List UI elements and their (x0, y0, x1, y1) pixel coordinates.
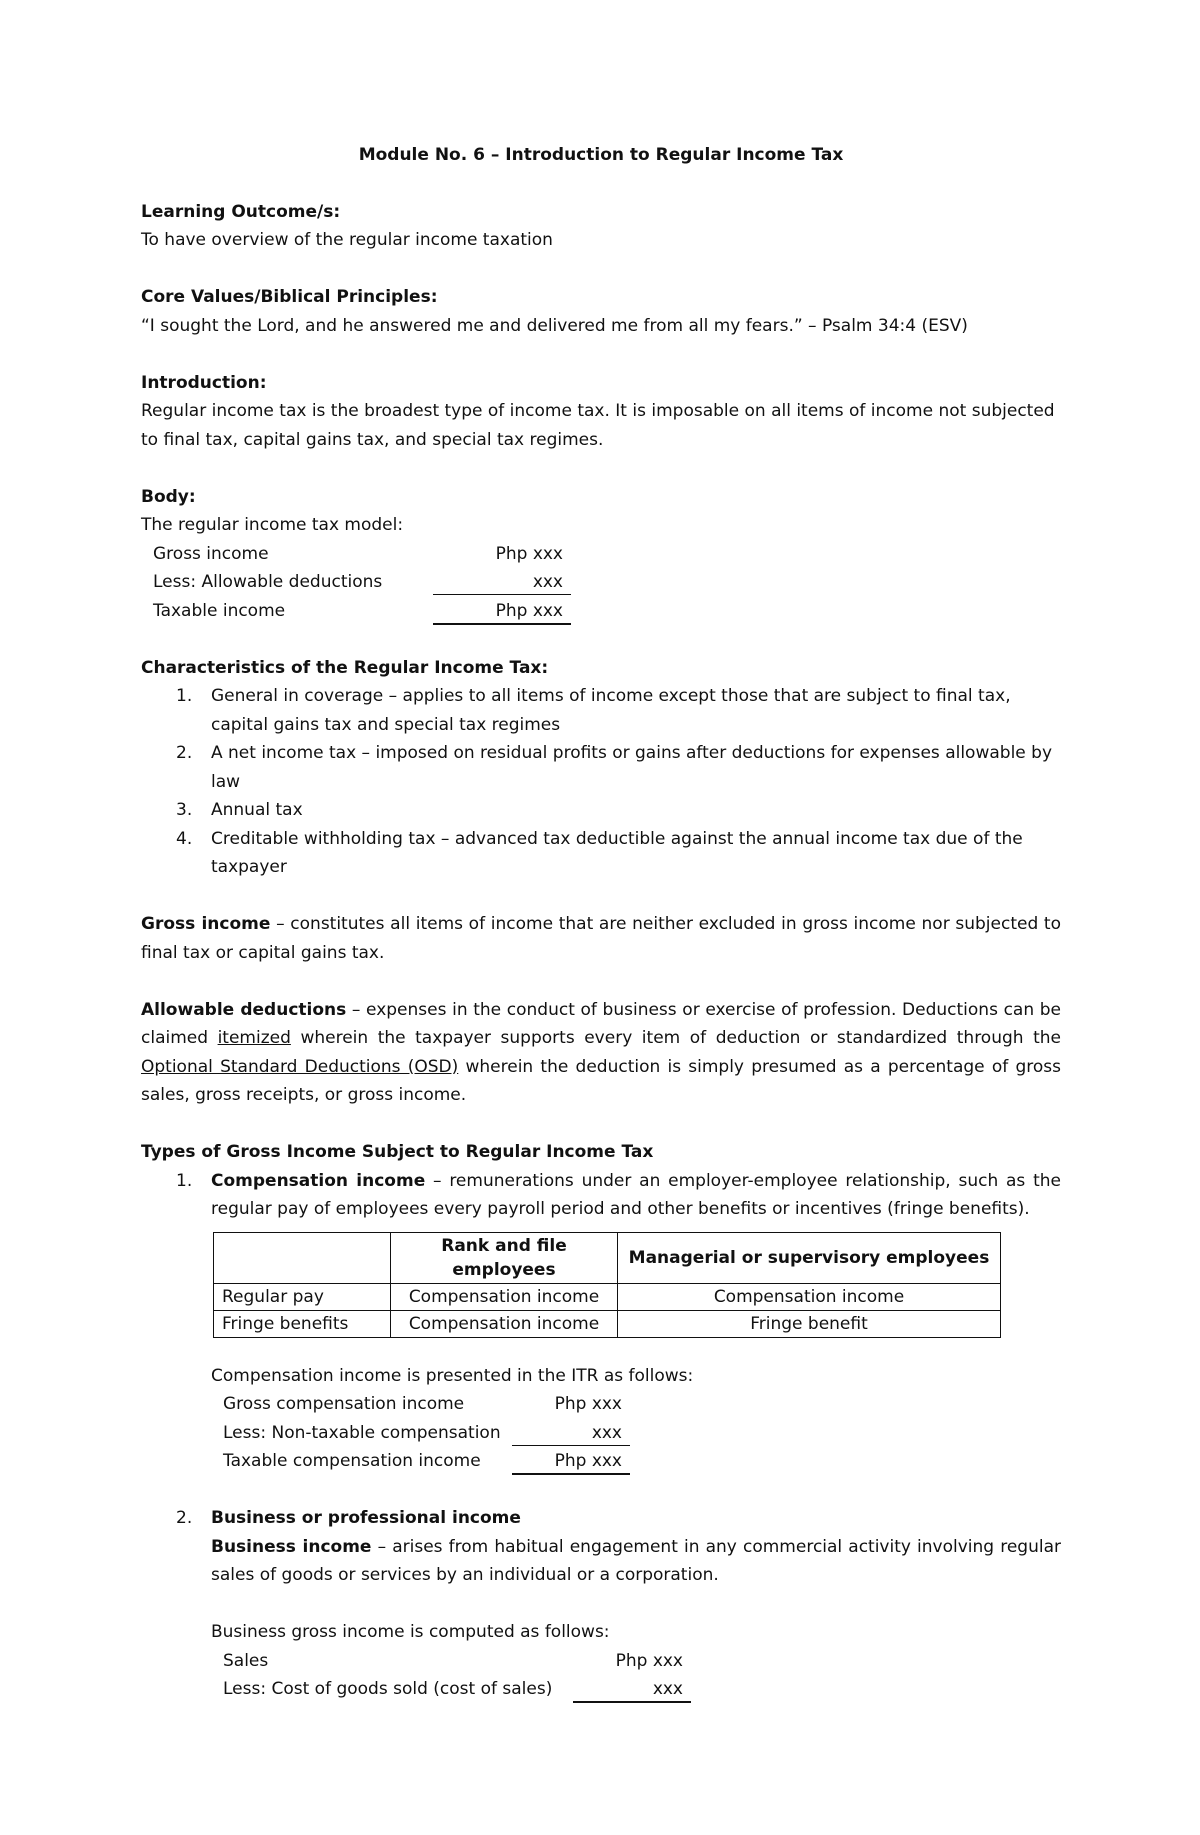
model-row-label: Gross income (153, 543, 269, 564)
list-number: 4. (176, 828, 193, 849)
list-number: 2. (176, 1508, 193, 1528)
table-cell: Compensation income (618, 1283, 1001, 1310)
characteristics-list (141, 682, 1061, 882)
biz-row-label: Less: Cost of goods sold (cost of sales) (223, 1679, 553, 1699)
model-row-label: Less: Allowable deductions (153, 572, 383, 592)
list-number: 1. (176, 686, 193, 706)
list-item (141, 1167, 1061, 1224)
business-computed-label: Business gross income is computed as follows: (211, 1622, 610, 1642)
comp-row-amount: xxx (512, 1419, 630, 1446)
allowable-deductions-definition (141, 996, 1061, 1110)
list-number: 3. (176, 800, 193, 820)
table-cell: Fringe benefits (214, 1310, 391, 1337)
characteristics-heading: Characteristics of the Regular Income Tax: (141, 657, 549, 678)
biz-row-amount: Php xxx (615, 1650, 683, 1671)
business-heading: Business or professional income (211, 1508, 521, 1528)
table-cell: Compensation income (391, 1310, 618, 1337)
list-number: 2. (176, 743, 193, 763)
business-computation (141, 1647, 1061, 1704)
list-item (141, 825, 1061, 882)
allowable-text-3: wherein the deduction is simply presumed as a percentage of gross sales, gross receipts, or gross income. (141, 1056, 1061, 1105)
core-values-heading: Core Values/Biblical Principles: (141, 287, 438, 307)
comp-row-amount: Php xxx (554, 1394, 622, 1414)
comp-row-amount: Php xxx (512, 1447, 630, 1475)
biz-row-amount: xxx (573, 1675, 691, 1703)
osd-term: Optional Standard Deductions (OSD) (141, 1056, 459, 1077)
types-list-continued (141, 1504, 1061, 1590)
itemized-term: itemized (217, 1028, 291, 1048)
table-header (214, 1232, 391, 1283)
list-text: Annual tax (211, 800, 303, 820)
comp-row (141, 1390, 1061, 1419)
biz-row-label: Sales (223, 1650, 269, 1671)
list-item (141, 682, 1061, 739)
learning-text: To have overview of the regular income taxation (141, 230, 553, 250)
list-item (141, 1504, 1061, 1590)
table-cell: Compensation income (391, 1283, 618, 1310)
model-row (141, 597, 1061, 626)
biz-row (141, 1675, 1061, 1704)
list-number: 1. (176, 1170, 193, 1191)
list-item (141, 796, 1061, 825)
table-header: Rank and file employees (391, 1232, 618, 1283)
employee-income-table (213, 1232, 1001, 1338)
allowable-text-2: wherein the taxpayer supports every item of deduction or standardized through the (290, 1028, 1061, 1048)
list-text: General in coverage – applies to all items of income except those that are subject to final tax, capital gains tax and special tax regimes (211, 686, 1011, 735)
introduction-heading: Introduction: (141, 372, 267, 393)
table-header: Managerial or supervisory employees (618, 1232, 1001, 1283)
business-term: Business income (211, 1536, 372, 1557)
learning-heading: Learning Outcome/s: (141, 201, 341, 222)
table-header-row (214, 1232, 1001, 1283)
model-row (141, 540, 1061, 569)
business-text: – arises from habitual engagement in any commercial activity involving regular sales of goods or services by an individual or a corporation. (211, 1536, 1061, 1585)
table-row (214, 1283, 1001, 1310)
document-content (141, 141, 1061, 1704)
core-values-text: “I sought the Lord, and he answered me and delivered me from all my fears.” – Psalm 34:4 (ESV) (141, 315, 968, 336)
types-heading: Types of Gross Income Subject to Regular Income Tax (141, 1142, 654, 1162)
comp-row (141, 1419, 1061, 1448)
types-list (141, 1167, 1061, 1224)
introduction-text: Regular income tax is the broadest type of income tax. It is imposable on all items of income not subjected to final tax, capital gains tax, and special tax regimes. (141, 401, 1055, 450)
page-title: Module No. 6 – Introduction to Regular Income Tax (358, 145, 844, 165)
model-row-label: Taxable income (153, 600, 286, 621)
gross-income-term: Gross income (141, 914, 271, 934)
model-row-amount: Php xxx (433, 597, 571, 625)
table-cell: Regular pay (214, 1283, 391, 1310)
table-row (214, 1310, 1001, 1337)
compensation-text: – remunerations under an employer-employee relationship, such as the regular pay of employees every payroll period and other benefits or incentives (fringe benefits). (211, 1170, 1061, 1219)
model-label: The regular income tax model: (141, 515, 404, 535)
comp-row-label: Less: Non-taxable compensation (223, 1422, 501, 1443)
list-item (141, 739, 1061, 796)
compensation-presented-label: Compensation income is presented in the ITR as follows: (211, 1365, 694, 1386)
allowable-deductions-term: Allowable deductions (141, 999, 347, 1020)
comp-row-label: Gross compensation income (223, 1394, 465, 1414)
gross-income-definition (141, 910, 1061, 967)
model-row (141, 568, 1061, 597)
biz-row (141, 1647, 1061, 1676)
compensation-term: Compensation income (211, 1170, 426, 1191)
list-text: Creditable withholding tax – advanced tax deductible against the annual income tax due of the taxpayer (211, 828, 1023, 877)
business-definition (211, 1533, 1061, 1590)
table-cell: Fringe benefit (618, 1310, 1001, 1337)
gross-income-text: – constitutes all items of income that are neither excluded in gross income nor subjected to final tax or capital gains tax. (141, 914, 1061, 963)
list-text: A net income tax – imposed on residual profits or gains after deductions for expenses allowable by law (211, 743, 1053, 792)
comp-row-label: Taxable compensation income (223, 1451, 481, 1471)
income-tax-model (141, 540, 1061, 626)
body-heading: Body: (141, 486, 196, 507)
allowable-text-1: – expenses in the conduct of business or exercise of profession. Deductions can be claimed (141, 999, 1062, 1048)
model-row-amount: Php xxx (495, 543, 563, 564)
compensation-computation (141, 1390, 1061, 1476)
model-row-amount: xxx (433, 568, 571, 595)
comp-row (141, 1447, 1061, 1476)
